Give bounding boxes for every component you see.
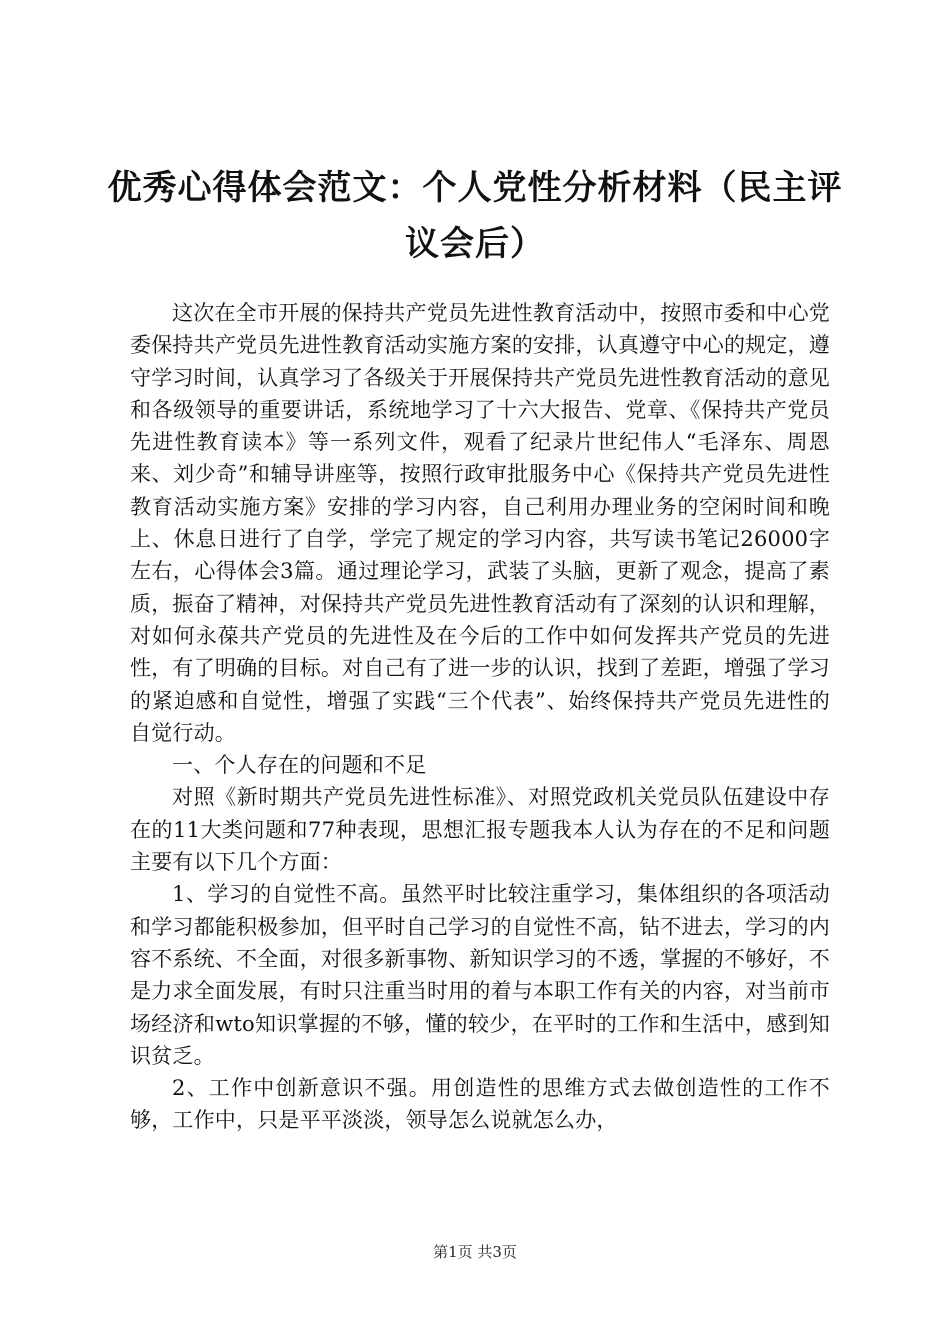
section-heading: 一、个人存在的问题和不足 — [172, 753, 427, 778]
intro-paragraph: 这次在全市开展的保持共产党员先进性教育活动中，按照市委和中心党委保持共产党员先进性教育活动实施方案的安排，认真遵守中心的规定，遵守学习时间，认真学习了各级关于开展保持共产党员先进性教育活动的意见和各级领导的重要讲话，系统地学习了十六大报告、党章、《保持共产党员先进性教育读本》等一系列文件，观看了纪录片世纪伟人“毛泽东、周恩来、刘少奇”和辅导讲座等，按照行政审批服务中心《保持共产党员先进性教育活动实施方案》安排的学习内容，自己利用办理业务的空闲时间和晚上、休息日进行了自学，学完了规定的学习内容，共写读书笔记26000字左右，心得体会3篇。通过理论学习，武装了头脑，更新了观念，提高了素质，振奋了精神，对保持共产党员先进性教育活动有了深刻的认识和理解，对如何永葆共产党员的先进性及在今后的工作中如何发挥共产党员的先进性，有了明确的目标。对自己有了进一步的认识，找到了差距，增强了学习的紧迫感和自觉性，增强了实践“三个代表”、始终保持共产党员先进性的自觉行动。 — [130, 301, 830, 745]
document-body — [130, 297, 830, 1137]
section-intro-paragraph: 对照《新时期共产党员先进性标准》、对照党政机关党员队伍建设中存在的11大类问题和77种表现，思想汇报专题我本人认为存在的不足和问题主要有以下几个方面： — [130, 785, 830, 875]
page-number-footer: 第1页 共3页 — [433, 1243, 517, 1261]
document-title: 优秀心得体会范文：个人党性分析材料（民主评议会后） — [107, 168, 843, 264]
issue-item-1: 1、学习的自觉性不高。虽然平时比较注重学习，集体组织的各项活动和学习都能积极参加，但平时自己学习的自觉性不高，钻不进去，学习的内容不系统、不全面，对很多新事物、新知识学习的不透，掌握的不够好，不是力求全面发展，有时只注重当时用的着与本职工作有关的内容，对当前市场经济和wto知识掌握的不够，懂的较少，在平时的工作和生活中，感到知识贫乏。 — [130, 882, 830, 1068]
issue-item-2: 2、工作中创新意识不强。用创造性的思维方式去做创造性的工作不够，工作中，只是平平淡淡，领导怎么说就怎么办， — [130, 1076, 830, 1133]
